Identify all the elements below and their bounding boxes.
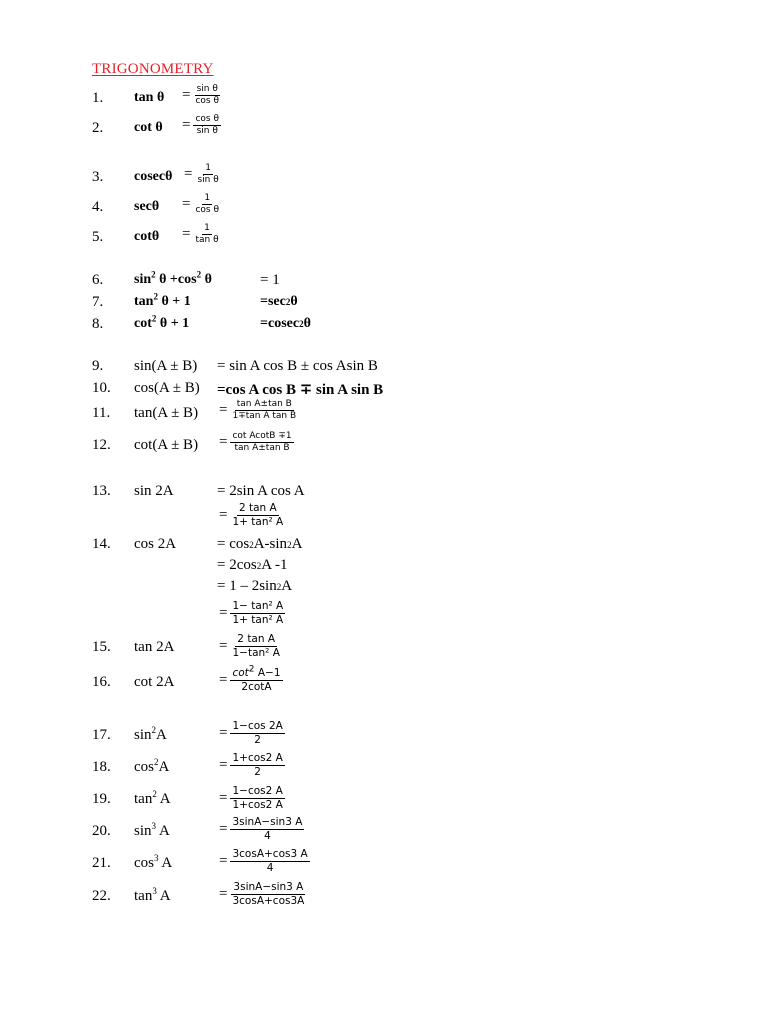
formula-rhs: = $\frac{\text{cot AcotB ∓1}}{\text{tan A±tan B}}$ <box>219 431 292 453</box>
fraction: $\frac{1+\cos 2 A}{2}$ <box>232 752 283 778</box>
formula-row-18 <box>0 752 768 786</box>
formula-lhs: cot(A ± B) <box>134 437 199 453</box>
formula-row-16 <box>0 664 768 701</box>
fraction: $\frac{1}{\text{cos θ}}$ <box>195 193 219 215</box>
formula-rhs: = $\frac{3\sin A-\sin 3 A}{3\cos A+\cos 3A}$ <box>219 881 305 907</box>
formula-lhs: tan(A ± B) <box>134 405 199 421</box>
formula-rhs: = $\frac{1}{\text{cos θ}}$ <box>182 193 219 215</box>
formula-lhs: $\sin^3 A$ <box>134 821 170 839</box>
page-title: TRIGONOMETRY <box>92 61 214 77</box>
formula-number: 15. <box>92 639 111 655</box>
formula-lhs: $\tan^3 A$ <box>134 886 171 904</box>
formula-rhs: =cosec 2 θ <box>260 316 311 331</box>
formula-lhs: cotθ <box>134 229 160 244</box>
formula-rhs: = $\frac{3\cos A+\cos 3 A}{4}$ <box>219 848 308 874</box>
formula-row-15 <box>0 633 768 667</box>
formula-row-3 <box>0 163 768 197</box>
formula-rhs: = $\frac{1}{\text{sin θ}}$ <box>184 163 219 185</box>
formula-number: 8. <box>92 316 104 332</box>
formula-rhs: = $\frac{\text{tan A±tan B}}{\text{1∓tan A tan B}}$ <box>219 399 297 421</box>
formula-number: 13. <box>92 483 111 499</box>
formula-lhs: $\cot^2 \theta + 1$ <box>134 313 190 331</box>
formula-number: 5. <box>92 229 104 245</box>
formula-number: 6. <box>92 272 104 288</box>
formula-row-11 <box>0 399 768 433</box>
fraction: $\frac{1}{\text{sin θ}}$ <box>197 163 219 185</box>
formula-row-20 <box>0 816 768 850</box>
formula-rhs: = $\frac{3\sin A-\sin 3 A}{4}$ <box>219 816 303 842</box>
formula-lhs: tan 2A <box>134 639 175 655</box>
fraction: $\frac{\text{cot AcotB ∓1}}{\text{tan A±tan B}}$ <box>232 431 292 453</box>
fraction: $\frac{\text{1− tan² A}}{\text{1+ tan² A}}$ <box>232 600 284 626</box>
formula-row-19 <box>0 785 768 819</box>
formula-rhs: = $\frac{1-\cos 2 A}{1+\cos 2 A}$ <box>219 785 283 811</box>
fraction: $\frac{\text{2 tan A}}{\text{1−tan² A}}$ <box>232 633 280 659</box>
formula-lhs: sin 2A <box>134 483 174 499</box>
fraction: $\frac{3\cos A+\cos 3 A}{4}$ <box>232 848 308 874</box>
formula-number: 18. <box>92 759 111 775</box>
formula-number: 2. <box>92 120 104 136</box>
formula-row-8 <box>0 313 768 350</box>
formula-rhs: = 1 <box>260 272 280 288</box>
formula-number: 21. <box>92 855 111 871</box>
formula-number: 16. <box>92 674 111 690</box>
formula-lhs: cos(A ± B) <box>134 380 200 396</box>
formula-rhs: = $\frac{\text{2 tan A}}{\text{1−tan² A}}$ <box>219 633 280 659</box>
formula-rhs: = 1 – 2sin 2 A <box>217 578 293 594</box>
formula-row-12 <box>0 431 768 465</box>
formula-lhs: $\cos^2A$ <box>134 757 170 775</box>
formula-row-1 <box>0 84 768 118</box>
formula-row-2 <box>0 114 768 148</box>
formula-number: 3. <box>92 169 104 185</box>
formula-rhs: = $\frac{\text{1− tan² A}}{\text{1+ tan² A}}$ <box>219 600 284 626</box>
formula-row-13-alt <box>0 502 768 536</box>
formula-rhs: =cos A cos B ∓ sin A sin B <box>217 382 384 398</box>
formula-row-21 <box>0 848 768 882</box>
fraction: $\frac{\cot^2 A-1}{2\cot A}$ <box>232 664 281 693</box>
formula-row-14-alt-3 <box>0 600 768 634</box>
formula-rhs: = 2sin A cos A <box>217 483 305 499</box>
formula-number: 19. <box>92 791 111 807</box>
formula-lhs: $\tan^2 \theta + 1$ <box>134 291 191 309</box>
fraction: $\frac{3\sin A-\sin 3 A}{3\cos A+\cos 3A}$ <box>232 881 305 907</box>
fraction: $\frac{\text{sin θ}}{\text{cos θ}}$ <box>195 84 219 106</box>
formula-number: 1. <box>92 90 104 106</box>
formula-lhs: $\tan^2 A$ <box>134 789 171 807</box>
formula-row-22 <box>0 881 768 915</box>
formula-row-4 <box>0 193 768 227</box>
formula-number: 12. <box>92 437 111 453</box>
fraction: $\frac{3\sin A-\sin 3 A}{4}$ <box>232 816 303 842</box>
formula-rhs: = $\frac{1}{\text{tan θ}}$ <box>182 223 219 245</box>
formula-lhs: sin(A ± B) <box>134 358 198 374</box>
formula-rhs: = $\frac{\cot^2 A-1}{2\cot A}$ <box>219 664 281 693</box>
formula-lhs: cot θ <box>134 120 163 135</box>
fraction: $\frac{1-\cos 2 A}{1+\cos 2 A}$ <box>232 785 283 811</box>
formula-rhs: = $\frac{1-\cos 2A}{2}$ <box>219 720 283 746</box>
formula-number: 22. <box>92 888 111 904</box>
formula-rhs: = $\frac{\text{sin θ}}{\text{cos θ}}$ <box>182 84 219 106</box>
formula-rhs: = $\frac{\text{cos θ}}{\text{sin θ}}$ <box>182 114 219 136</box>
formula-rhs: =sec 2 θ <box>260 294 298 309</box>
formula-lhs: $\sin^2A$ <box>134 725 167 743</box>
fraction: $\frac{\text{2 tan A}}{\text{1+ tan² A}}$ <box>232 502 284 528</box>
fraction: $\frac{\text{cos θ}}{\text{sin θ}}$ <box>195 114 219 136</box>
formula-rhs: = $\frac{1+\cos 2 A}{2}$ <box>219 752 283 778</box>
formula-number: 11. <box>92 405 111 421</box>
formula-row-5 <box>0 223 768 257</box>
formula-number: 4. <box>92 199 104 215</box>
formula-lhs: $\sin^2 \theta +\cos^2$ θ <box>134 269 212 287</box>
formula-row-17 <box>0 720 768 754</box>
fraction: $\frac{1-\cos 2A}{2}$ <box>232 720 283 746</box>
formula-lhs: cot 2A <box>134 674 175 690</box>
formula-lhs: cos 2A <box>134 536 177 552</box>
formula-number: 9. <box>92 358 104 374</box>
formula-lhs: tan θ <box>134 90 165 105</box>
fraction: $\frac{1}{\text{tan θ}}$ <box>195 223 219 245</box>
formula-lhs: $\cos^3 A$ <box>134 853 173 871</box>
formula-lhs: secθ <box>134 199 160 214</box>
formula-number: 10. <box>92 380 111 396</box>
formula-number: 14. <box>92 536 111 552</box>
formula-rhs: = $\frac{\text{2 tan A}}{\text{1+ tan² A}}$ <box>219 502 284 528</box>
formula-rhs: = 2cos 2 A -1 <box>217 557 288 573</box>
formula-rhs: = sin A cos B ± cos Asin B <box>217 358 378 374</box>
formula-number: 17. <box>92 727 111 743</box>
formula-number: 7. <box>92 294 104 310</box>
formula-lhs: cosecθ <box>134 169 173 184</box>
formula-rhs: = cos 2 A-sin 2 A <box>217 536 303 552</box>
fraction: $\frac{\text{tan A±tan B}}{\text{1∓tan A tan B}}$ <box>232 399 297 421</box>
formula-number: 20. <box>92 823 111 839</box>
